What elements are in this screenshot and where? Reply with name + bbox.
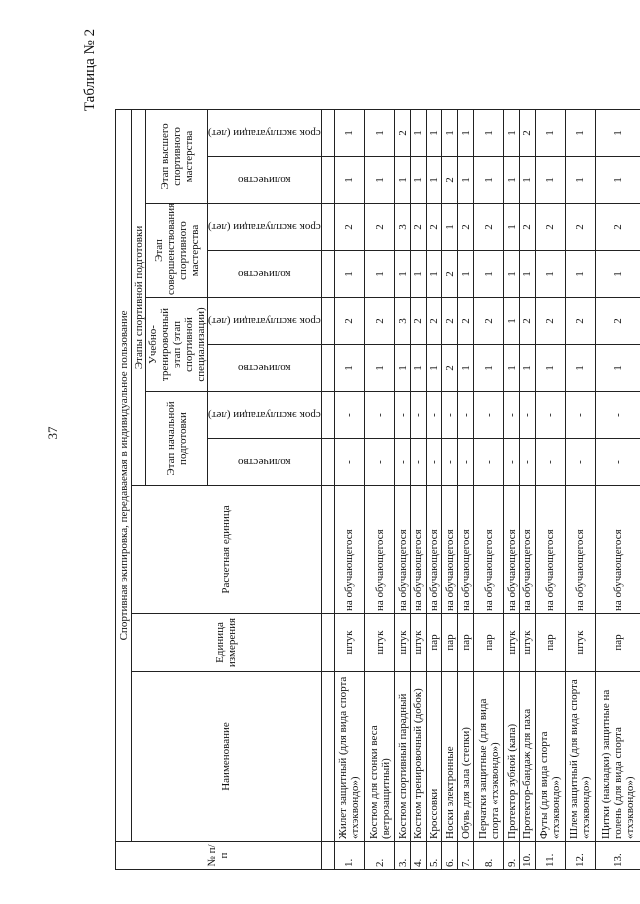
- header-stage4: Этап высшего спортивного мастерства: [146, 109, 208, 203]
- item-name: Перчатки защитные (для вида спорта «тхэквондо»): [473, 672, 503, 842]
- stage3-term: 2: [535, 204, 565, 251]
- stage2-qty: 1: [504, 345, 520, 392]
- table-row: [395, 109, 411, 869]
- row-number: 12.: [565, 842, 595, 870]
- stage4-term: 1: [565, 109, 595, 156]
- stage3-term: 2: [596, 204, 640, 251]
- stage4-qty: 1: [410, 157, 426, 204]
- table-row: [565, 109, 595, 869]
- item-calc-unit: на обучающегося: [565, 486, 595, 614]
- stage1-qty: -: [473, 439, 503, 486]
- stage2-term: 2: [519, 298, 535, 345]
- stage1-qty: -: [395, 439, 411, 486]
- item-calc-unit: на обучающегося: [535, 486, 565, 614]
- row-number: 11.: [535, 842, 565, 870]
- stage4-term: 1: [410, 109, 426, 156]
- row-number: 13.: [596, 842, 640, 870]
- stage4-term: 1: [458, 109, 474, 156]
- item-unit: пар: [596, 614, 640, 672]
- stage2-qty: 1: [535, 345, 565, 392]
- item-calc-unit: на обучающегося: [519, 486, 535, 614]
- stage4-term: 1: [334, 109, 364, 156]
- stage1-qty: -: [458, 439, 474, 486]
- row-number: 5.: [426, 842, 442, 870]
- header-stages-title: Этапы спортивной подготовки: [132, 109, 146, 485]
- stage1-qty: -: [334, 439, 364, 486]
- stage1-term: -: [519, 392, 535, 439]
- item-name: Костюм тренировочный (добок): [410, 672, 426, 842]
- stage4-term: 1: [535, 109, 565, 156]
- stage2-qty: 1: [364, 345, 394, 392]
- item-name: Костюм спортивный парадный: [395, 672, 411, 842]
- stage3-qty: 1: [535, 251, 565, 298]
- stage4-qty: 1: [364, 157, 394, 204]
- stage4-qty: 1: [535, 157, 565, 204]
- header-term: срок эксплуатации (лет): [208, 204, 322, 251]
- stage4-qty: 1: [473, 157, 503, 204]
- header-name: Наименование: [132, 672, 322, 842]
- item-unit: пар: [442, 614, 458, 672]
- item-name: Носки электронные: [442, 672, 458, 842]
- header-unit: Единица измерения: [132, 614, 322, 672]
- stage3-qty: 1: [565, 251, 595, 298]
- row-number: 7.: [458, 842, 474, 870]
- stage4-qty: 1: [504, 157, 520, 204]
- table-row: [519, 109, 535, 869]
- stage3-term: 1: [442, 204, 458, 251]
- item-name: Обувь для зала (степки): [458, 672, 474, 842]
- stage2-term: 2: [364, 298, 394, 345]
- stage2-term: 2: [473, 298, 503, 345]
- stage3-term: 2: [458, 204, 474, 251]
- row-number: 6.: [442, 842, 458, 870]
- stage3-qty: 2: [442, 251, 458, 298]
- stage3-qty: 1: [410, 251, 426, 298]
- row-number: 2.: [364, 842, 394, 870]
- stage3-qty: 1: [395, 251, 411, 298]
- item-calc-unit: на обучающегося: [442, 486, 458, 614]
- header-calc-unit: Расчетная единица: [132, 486, 322, 614]
- table-row: [442, 109, 458, 869]
- stage1-qty: -: [410, 439, 426, 486]
- stage1-qty: -: [426, 439, 442, 486]
- stage1-qty: -: [596, 439, 640, 486]
- item-unit: штук: [395, 614, 411, 672]
- row-number: 8.: [473, 842, 503, 870]
- item-calc-unit: на обучающегося: [410, 486, 426, 614]
- stage4-term: 1: [504, 109, 520, 156]
- header-group-title: Спортивная экипировка, передаваемая в индивидуальное пользование: [116, 109, 132, 841]
- item-unit: пар: [535, 614, 565, 672]
- stage1-term: -: [442, 392, 458, 439]
- header-qty: количество: [208, 439, 322, 486]
- item-unit: пар: [458, 614, 474, 672]
- page-number: 37: [45, 426, 60, 440]
- table-body: [321, 109, 640, 869]
- stage1-term: -: [458, 392, 474, 439]
- row-number: 9.: [504, 842, 520, 870]
- stage2-qty: 1: [410, 345, 426, 392]
- table-row: [535, 109, 565, 869]
- stage4-term: 1: [473, 109, 503, 156]
- header-term: срок эксплуатации (лет): [208, 392, 322, 439]
- stage4-term: 1: [364, 109, 394, 156]
- stage2-term: 2: [565, 298, 595, 345]
- item-unit: штук: [565, 614, 595, 672]
- item-calc-unit: на обучающегося: [364, 486, 394, 614]
- item-unit: штук: [334, 614, 364, 672]
- item-name: Жилет защитный (для вида спорта «тхэквондо»): [334, 672, 364, 842]
- table-row: [473, 109, 503, 869]
- header-stage2: Учебно-тренировочный этап (этап спортивной специализации): [146, 298, 208, 392]
- item-name: Протектор-бандаж для паха: [519, 672, 535, 842]
- item-name: Футы (для вида спорта «тхэквондо»): [535, 672, 565, 842]
- stage4-qty: 1: [334, 157, 364, 204]
- stage4-term: 1: [442, 109, 458, 156]
- table-row: [458, 109, 474, 869]
- item-calc-unit: на обучающегося: [426, 486, 442, 614]
- equipment-table-container: [115, 110, 640, 870]
- stage3-term: 2: [473, 204, 503, 251]
- stage3-term: 2: [410, 204, 426, 251]
- stage2-qty: 1: [395, 345, 411, 392]
- stage3-term: 1: [504, 204, 520, 251]
- stage1-term: -: [596, 392, 640, 439]
- stage2-qty: 1: [565, 345, 595, 392]
- table-row: [364, 109, 394, 869]
- stage1-term: -: [334, 392, 364, 439]
- stage3-term: 2: [364, 204, 394, 251]
- stage2-term: 2: [334, 298, 364, 345]
- stage3-qty: 1: [334, 251, 364, 298]
- stage3-term: 2: [426, 204, 442, 251]
- stage1-qty: -: [535, 439, 565, 486]
- stage2-qty: 1: [334, 345, 364, 392]
- stage4-qty: 2: [442, 157, 458, 204]
- stage2-qty: 1: [519, 345, 535, 392]
- stage1-qty: -: [442, 439, 458, 486]
- stage3-term: 3: [395, 204, 411, 251]
- item-calc-unit: на обучающегося: [596, 486, 640, 614]
- stage1-qty: -: [519, 439, 535, 486]
- stage4-qty: 1: [426, 157, 442, 204]
- stage1-term: -: [565, 392, 595, 439]
- item-calc-unit: на обучающегося: [334, 486, 364, 614]
- header-term: срок эксплуатации (лет): [208, 298, 322, 345]
- stage4-term: 1: [426, 109, 442, 156]
- stage4-term: 1: [596, 109, 640, 156]
- row-number: 4.: [410, 842, 426, 870]
- stage1-term: -: [504, 392, 520, 439]
- table-row: [426, 109, 442, 869]
- stage4-qty: 1: [395, 157, 411, 204]
- stage1-qty: -: [364, 439, 394, 486]
- stage4-qty: 1: [458, 157, 474, 204]
- stage2-term: 1: [504, 298, 520, 345]
- stage1-term: -: [410, 392, 426, 439]
- stage4-qty: 1: [596, 157, 640, 204]
- stage3-qty: 1: [426, 251, 442, 298]
- item-calc-unit: на обучающегося: [504, 486, 520, 614]
- row-number: 10.: [519, 842, 535, 870]
- stage4-qty: 1: [565, 157, 595, 204]
- stage1-term: -: [395, 392, 411, 439]
- stage3-term: 2: [519, 204, 535, 251]
- item-calc-unit: на обучающегося: [395, 486, 411, 614]
- item-name: Протектор зубной (капа): [504, 672, 520, 842]
- header-qty: количество: [208, 251, 322, 298]
- stage2-qty: 1: [426, 345, 442, 392]
- empty-row: [321, 109, 334, 869]
- stage1-qty: -: [504, 439, 520, 486]
- stage3-qty: 1: [473, 251, 503, 298]
- stage2-qty: 2: [442, 345, 458, 392]
- stage1-term: -: [473, 392, 503, 439]
- item-name: Шлем защитный (для вида спорта «тхэквондо»): [565, 672, 595, 842]
- header-term: срок эксплуатации (лет): [208, 109, 322, 156]
- item-unit: штук: [364, 614, 394, 672]
- stage3-qty: 1: [504, 251, 520, 298]
- stage2-term: 2: [410, 298, 426, 345]
- stage4-term: 2: [395, 109, 411, 156]
- header-stage3: Этап совершенствования спортивного мастерства: [146, 204, 208, 298]
- item-unit: пар: [473, 614, 503, 672]
- stage2-term: 2: [535, 298, 565, 345]
- table-row: [334, 109, 364, 869]
- stage3-qty: 1: [519, 251, 535, 298]
- row-number: 1.: [334, 842, 364, 870]
- item-unit: штук: [504, 614, 520, 672]
- item-name: Костюм для сгонки веса (ветрозащитный): [364, 672, 394, 842]
- item-name: Щитки (накладки) защитные на голень (для вида спорта «тхэквондо»): [596, 672, 640, 842]
- equipment-table: [115, 109, 640, 870]
- stage3-qty: 1: [596, 251, 640, 298]
- stage4-qty: 1: [519, 157, 535, 204]
- table-row: [596, 109, 640, 869]
- stage2-term: 3: [395, 298, 411, 345]
- item-unit: штук: [519, 614, 535, 672]
- stage2-qty: 1: [596, 345, 640, 392]
- stage2-qty: 1: [458, 345, 474, 392]
- stage3-qty: 1: [364, 251, 394, 298]
- table-row: [504, 109, 520, 869]
- table-row: [410, 109, 426, 869]
- header-qty: количество: [208, 157, 322, 204]
- item-name: Кроссовки: [426, 672, 442, 842]
- stage3-term: 2: [334, 204, 364, 251]
- stage1-qty: -: [565, 439, 595, 486]
- stage2-term: 2: [596, 298, 640, 345]
- stage3-qty: 1: [458, 251, 474, 298]
- item-unit: пар: [426, 614, 442, 672]
- stage2-qty: 1: [473, 345, 503, 392]
- stage2-term: 2: [426, 298, 442, 345]
- table-label: Таблица № 2: [82, 28, 98, 112]
- stage4-term: 2: [519, 109, 535, 156]
- stage3-term: 2: [565, 204, 595, 251]
- stage1-term: -: [426, 392, 442, 439]
- header-qty: количество: [208, 345, 322, 392]
- row-number: 3.: [395, 842, 411, 870]
- stage1-term: -: [364, 392, 394, 439]
- header-stage1: Этап начальной подготовки: [146, 392, 208, 486]
- stage2-term: 2: [442, 298, 458, 345]
- stage1-term: -: [535, 392, 565, 439]
- header-num: № п/п: [116, 842, 322, 870]
- item-unit: штук: [410, 614, 426, 672]
- item-calc-unit: на обучающегося: [458, 486, 474, 614]
- item-calc-unit: на обучающегося: [473, 486, 503, 614]
- stage2-term: 2: [458, 298, 474, 345]
